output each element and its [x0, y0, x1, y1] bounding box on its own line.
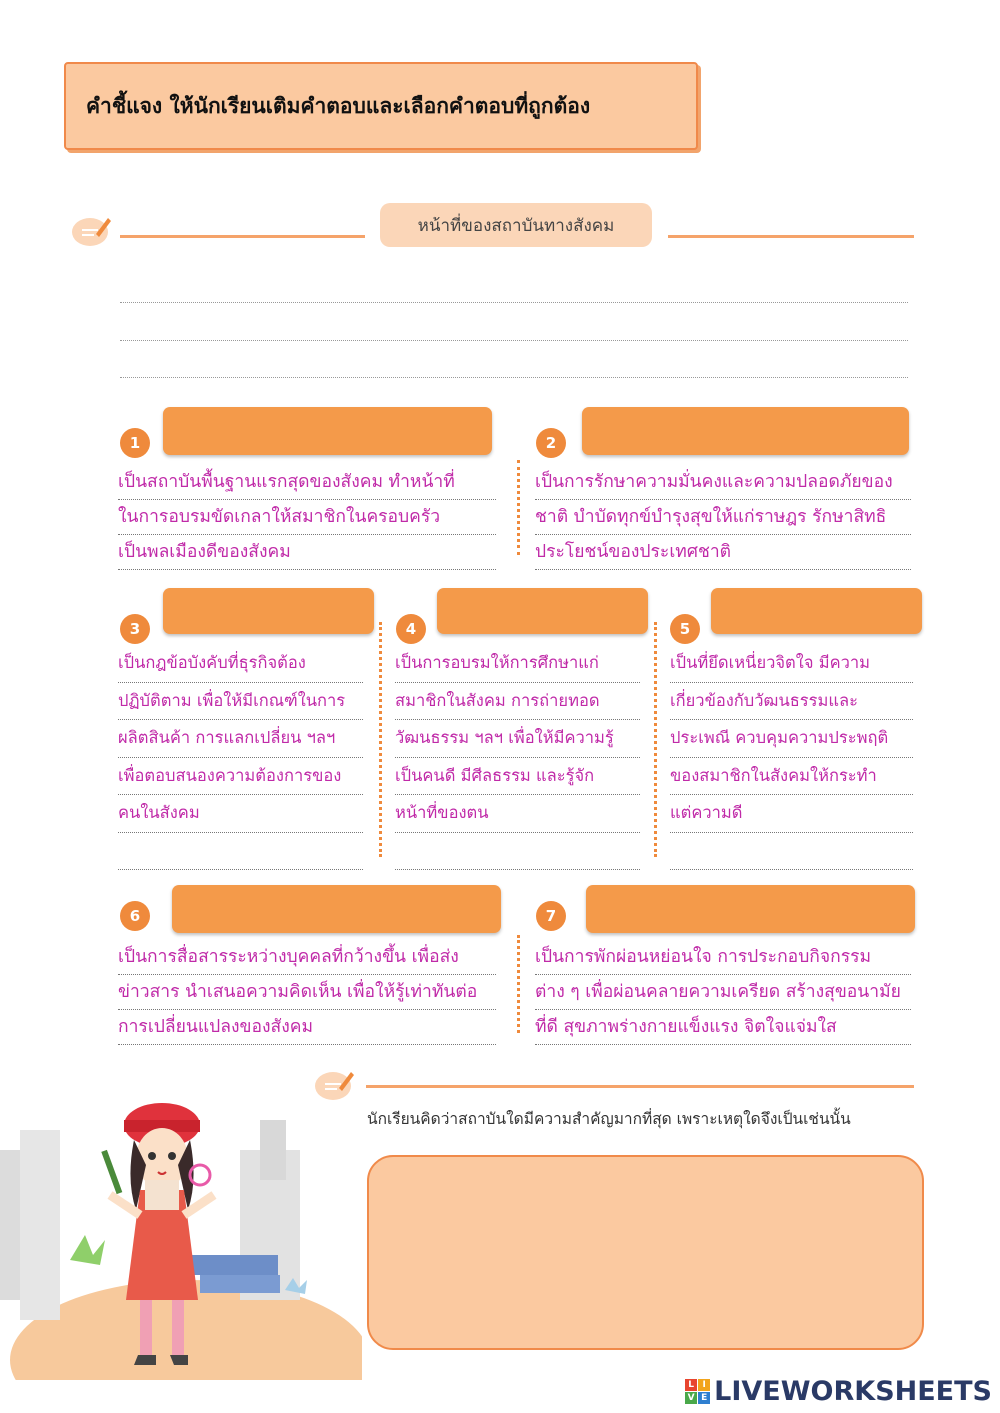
item-description-1: เป็นสถาบันพื้นฐานแรกสุดของสังคม ทำหน้าที่ ในการอบรมขัดเกลาให้สมาชิกในครอบครัว เป็นพลเมืองดีของสังคม [118, 465, 496, 570]
writing-line [120, 377, 908, 378]
item-number-7: 7 [536, 901, 566, 931]
item-number-1: 1 [120, 428, 150, 458]
item-description-6: เป็นการสื่อสารระหว่างบุคคลที่กว้างขึ้น เพื่อส่ง ข่าวสาร นำเสนอความคิดเห็น เพื่อให้รู้เท่าทันต่อ การเปลี่ยนแปลงของสังคม [118, 940, 496, 1045]
answer-box-1[interactable] [163, 407, 492, 455]
section-title: หน้าที่ของสถาบันทางสังคม [380, 203, 652, 247]
answer-box-7[interactable] [586, 885, 915, 933]
question-prompt: นักเรียนคิดว่าสถาบันใดมีความสำคัญมากที่สุด เพราะเหตุใดจึงเป็นเช่นนั้น [367, 1110, 851, 1128]
liveworksheets-logo [685, 1376, 992, 1407]
answer-box-4[interactable] [437, 588, 648, 634]
item-number-3: 3 [120, 614, 150, 644]
answer-box-2[interactable] [582, 407, 909, 455]
answer-box-3[interactable] [163, 588, 374, 634]
item-description-5: เป็นที่ยึดเหนี่ยวจิตใจ มีความ เกี่ยวข้องกับวัฒนธรรมและ ประเพณี ควบคุมความประพฤติ ของสมาชิกในสังคมให้กระทำ แต่ความดี [670, 645, 913, 870]
section-line-right [668, 235, 914, 238]
section-line-left [120, 235, 365, 238]
question-line [366, 1085, 914, 1088]
column-divider [517, 935, 520, 1033]
logo-text: LIVEWORKSHEETS [714, 1376, 992, 1407]
column-divider [654, 622, 657, 857]
item-description-3: เป็นกฎข้อบังคับที่ธุรกิจต้อง ปฏิบัติตาม เพื่อให้มีเกณฑ์ในการ ผลิตสินค้า การแลกเปลี่ยน ฯลฯ เพื่อตอบสนองความต้องการของ คนในสังคม [118, 645, 363, 870]
item-description-2: เป็นการรักษาความมั่นคงและความปลอดภัยของ ชาติ บำบัดทุกข์บำรุงสุขให้แก่ราษฎร รักษาสิทธิ ประโยชน์ของประเทศชาติ [535, 465, 911, 570]
writing-line [120, 340, 908, 341]
column-divider [379, 622, 382, 857]
pencil-note-icon [70, 212, 112, 248]
item-description-7: เป็นการพักผ่อนหย่อนใจ การประกอบกิจกรรม ต่าง ๆ เพื่อผ่อนคลายความเครียด สร้างสุขอนามัย ที่ดี สุขภาพร่างกายแข็งแรง จิตใจแจ่มใส [535, 940, 911, 1045]
answer-box-5[interactable] [711, 588, 922, 634]
item-number-2: 2 [536, 428, 566, 458]
essay-answer-box[interactable] [367, 1155, 924, 1350]
answer-box-6[interactable] [172, 885, 501, 933]
girl-illustration [0, 1080, 362, 1380]
logo-badge: L I V E [685, 1379, 710, 1404]
instruction-text: คำชี้แจง ให้นักเรียนเติมคำตอบและเลือกคำตอบที่ถูกต้อง [86, 93, 591, 118]
item-description-4: เป็นการอบรมให้การศึกษาแก่ สมาชิกในสังคม การถ่ายทอด วัฒนธรรม ฯลฯ เพื่อให้มีความรู้ เป็นคนดี มีศีลธรรม และรู้จัก หน้าที่ของตน [395, 645, 640, 870]
item-number-6: 6 [120, 901, 150, 931]
writing-line [120, 302, 908, 303]
item-number-4: 4 [396, 614, 426, 644]
instruction-header [64, 62, 698, 150]
item-number-5: 5 [670, 614, 700, 644]
column-divider [517, 460, 520, 555]
